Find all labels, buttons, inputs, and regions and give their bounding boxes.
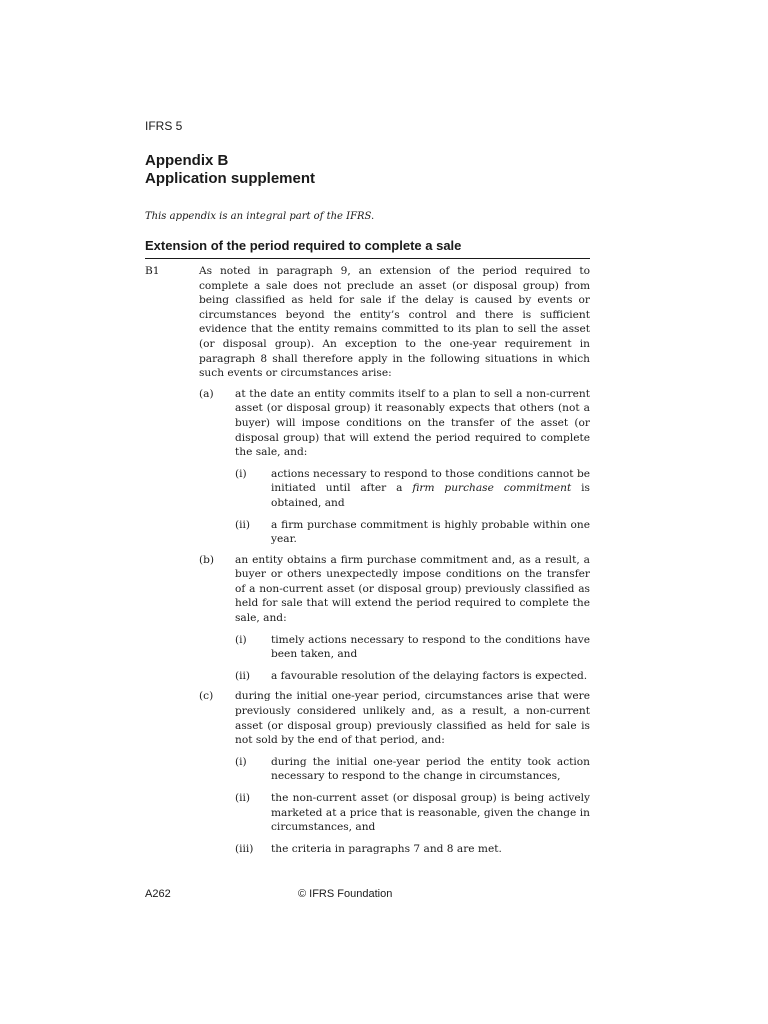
sub-item-label: (i) [235,633,247,646]
sub-item-text: during the initial one-year period the entity took action necessary to respond to the change in circumstances, [271,755,590,783]
list-item-text: at the date an entity commits itself to a plan to sell a non-current asset (or disposal group) it reasonably expects that others (not a buyer) will impose conditions on the transfer of the asset (or disposal group) that will extend the period required to complete the sale, and: [235,387,590,459]
appendix-title [145,152,315,188]
sub-item-text: a favourable resolution of the delaying factors is expected. [271,669,588,682]
sub-item-label: (ii) [235,792,251,804]
copyright-notice: © IFRS Foundation [298,888,393,900]
running-head: IFRS 5 [145,119,183,133]
page-number: A262 [145,888,171,900]
sub-item-text: the non-current asset (or disposal group) is being actively marketed at a price that is reasonable, given the change in circumstances, and [271,792,590,834]
sub-item-text: the criteria in paragraphs 7 and 8 are met. [271,842,502,855]
appendix-title-line2: Application supplement [145,170,316,187]
paragraph-text: As noted in paragraph 9, an extension of the period required to complete a sale does not preclude an asset (or disposal group) from being classified as held for sale if the delay is caused by events or circumstances beyond the entity’s control and there is sufficient evidence that the entity remains committed to its plan to sell the asset (or disposal group). An exception to the one-year requirement in paragraph 8 shall therefore apply in the following situations in which such events or circumstances arise: [199,265,590,380]
list-item-label: (b) [199,553,215,566]
document-body [145,264,590,856]
sub-item-label: (i) [235,467,247,480]
list-item-text: an entity obtains a firm purchase commitment and, as a result, a buyer or others unexpectedly impose conditions on the transfer of a non-current asset (or disposal group) previously classified as held for sale that will extend the period required to complete the sale, and: [235,553,590,625]
sub-item-label: (ii) [235,518,251,531]
sub-item-label: (iii) [235,842,254,855]
section-heading: Extension of the period required to complete a sale [145,238,590,259]
list-item-label: (c) [199,690,214,703]
sub-item-c-ii [235,791,590,835]
list-item-b [199,553,590,684]
intro-note: This appendix is an integral part of the IFRS. [145,211,375,222]
paragraph-number: B1 [145,265,160,277]
paragraph-b1 [145,264,590,856]
sub-item-text-end: is obtained, and [271,482,590,509]
defined-term: firm purchase commitment [412,482,572,495]
sub-item-c-i [235,755,590,784]
sub-item-c-iii [235,842,590,857]
sub-item-b-ii [235,669,590,684]
list-item-a [199,387,590,547]
sub-item-a-ii [235,518,590,547]
sub-item-a-i [235,467,590,511]
list-item-c [199,689,590,856]
sub-item-text [271,467,590,511]
sub-item-b-i [235,633,590,662]
appendix-title-line1: Appendix B [145,152,229,169]
sub-item-text: a firm purchase commitment is highly probable within one year. [271,518,590,546]
list-item-text: during the initial one-year period, circumstances arise that were previously considered unlikely and, as a result, a non-current asset (or disposal group) previously classified as held for sale is not sold by the end of that period, and: [235,690,590,747]
sub-item-label: (i) [235,755,247,768]
sub-item-text: timely actions necessary to respond to the conditions have been taken, and [271,633,590,661]
list-item-label: (a) [199,387,214,400]
sub-item-text-start: actions necessary to respond to those conditions cannot be initiated until after a [271,467,590,495]
sub-item-label: (ii) [235,669,251,682]
